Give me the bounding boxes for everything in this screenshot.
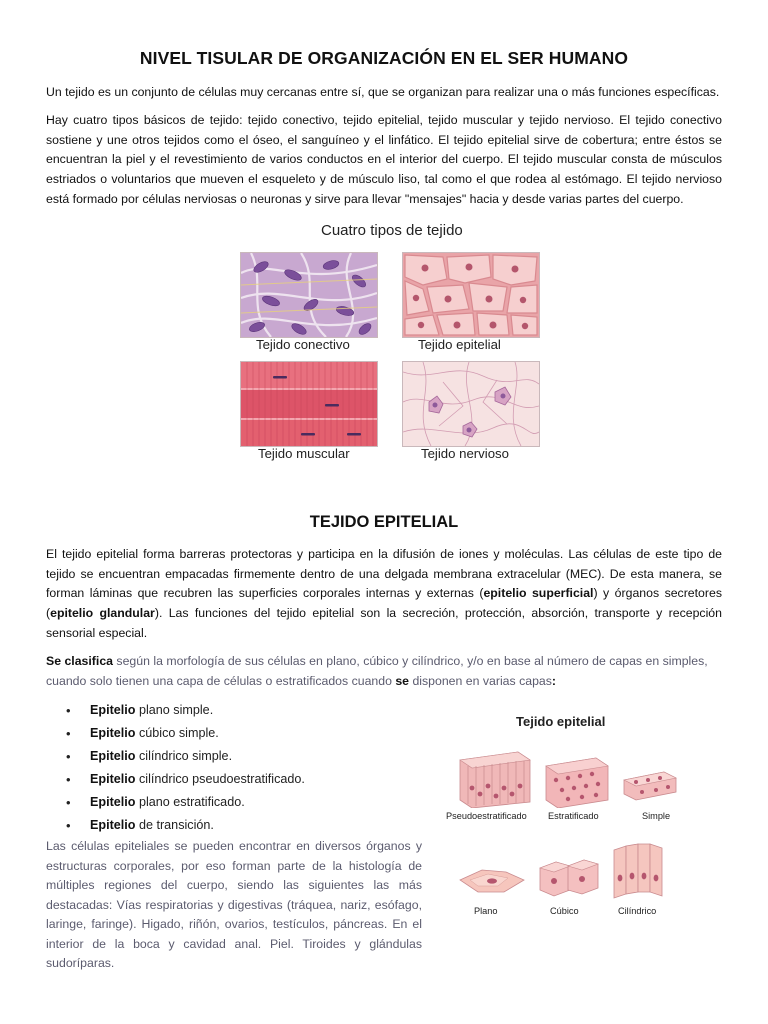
epithelial-text-3: ). Las funciones del tejido epitelial son la secreción, protección, absorción, transporte y recepción sensorial especial. [46,606,722,640]
label-flat: Plano [474,906,498,916]
figure1-title: Cuatro tipos de tejido [321,222,463,239]
classification-colon: : [551,673,557,688]
columnar-cells-image [608,840,668,902]
nervous-tissue-image [402,361,540,447]
caption-nervous: Tejido nervioso [421,446,509,461]
label-simple: Simple [642,811,671,821]
list-item-text: cúbico simple. [135,726,219,740]
figure2-title: Tejido epitelial [516,714,606,729]
list-item-text: plano simple. [135,703,214,717]
list-item [66,770,305,793]
epithelium-types-list [66,701,305,839]
page-title: NIVEL TISULAR DE ORGANIZACIÓN EN EL SER HUMANO [139,48,629,68]
list-item-text: de transición. [135,818,214,832]
locations-paragraph: Las células epiteliales se pueden encontrar en diversos órganos y estructuras corporales, por eso forman parte de la histología de múltiples regiones del cuerpo, siendo las siguientes las más destacadas: Vías respiratorias y digestivas (tráquea, nariz, esófago, laringe, faringe). Higado, riñón, ovarios, testículos, páncreas. En el interior de la boca y cavidad anal. Piel. Tiroides y glándulas sudoríparas. [46,839,422,970]
stratified-image [542,752,612,808]
caption-epithelial: Tejido epitelial [418,337,501,352]
list-item-text: cilíndrico simple. [135,749,233,763]
list-item [66,724,305,747]
epithelial-text-1: El tejido epitelial forma barreras protectoras y participa en la difusión de iones y moléculas. Las células de este tipo de tejido se encuentran empacadas firmemente dentro de una delgada membrana extracelular (MEC). De esta manera, se forman láminas que recubren las superficies corporales internas y externas ( [46,547,722,601]
cuboidal-cells-image [536,850,602,900]
classification-text-1: según la morfología de sus células en plano, cúbico y cilíndrico, y/o en base al número de capas en simples, cuando solo tienen una capa de células o estratificados cuando [46,654,708,688]
epithelial-paragraph [46,545,722,644]
caption-muscle: Tejido muscular [258,446,350,461]
epithelial-bold-superficial: epitelio superficial [483,586,594,601]
intro-paragraph: Un tejido es un conjunto de células muy cercanas entre sí, que se organizan para realizar una o más funciones específicas. [46,85,720,99]
list-item [66,816,305,839]
flat-cells-image [458,860,528,900]
list-item-bold: Epitelio [90,795,136,809]
classification-text-2: disponen en varias capas [409,673,552,688]
list-item-text: plano estratificado. [135,795,245,809]
four-tissues-figure [232,221,542,471]
connective-tissue-image [240,252,378,338]
epithelium-types-figure [440,712,680,922]
label-columnar: Cilíndrico [618,906,657,916]
list-item-bold: Epitelio [90,726,136,740]
simple-image [620,768,680,806]
list-item-bold: Epitelio [90,749,136,763]
label-cuboidal: Cúbico [550,906,579,916]
classification-bold-1: Se clasifica [46,654,113,668]
pseudostratified-image [456,746,534,808]
epithelial-text-2: ) y órganos secretores ( [46,586,722,621]
epithelial-bold-glandular: epitelio glandular [50,606,155,621]
classification-bold-2: se [395,673,410,688]
list-item-text: cilíndrico pseudoestratificado. [135,772,305,786]
list-item [66,701,305,724]
caption-connective: Tejido conectivo [256,337,350,352]
list-item-bold: Epitelio [90,772,136,786]
label-pseudostratified: Pseudoestratificado [446,811,527,821]
section-title: TEJIDO EPITELIAL [309,513,459,531]
epithelial-tissue-image [402,252,540,338]
list-item-bold: Epitelio [90,703,136,717]
list-item [66,793,305,816]
tissue-types-paragraph: Hay cuatro tipos básicos de tejido: tejido conectivo, tejido epitelial, tejido muscular y tejido nervioso. El tejido conectivo sostiene y une otros tejidos como el óseo, el sanguíneo y el linfático. El tejido epitelial sirve de cobertura; entre éstos se encuentran la piel y el revestimiento de varios conductos en el interior del cuerpo. El tejido muscular consta de músculos estriados o voluntarios que mueven el esqueleto y de músculo liso, tal como el que rodea al estómago. El tejido nervioso está formado por células nerviosas o neuronas y sirve para llevar "mensajes" hacia y desde varias partes del cuerpo. [46,113,722,206]
label-stratified: Estratificado [548,811,599,821]
list-item-bold: Epitelio [90,818,136,832]
muscle-tissue-image [240,361,378,447]
classification-paragraph [46,652,722,691]
list-item [66,747,305,770]
